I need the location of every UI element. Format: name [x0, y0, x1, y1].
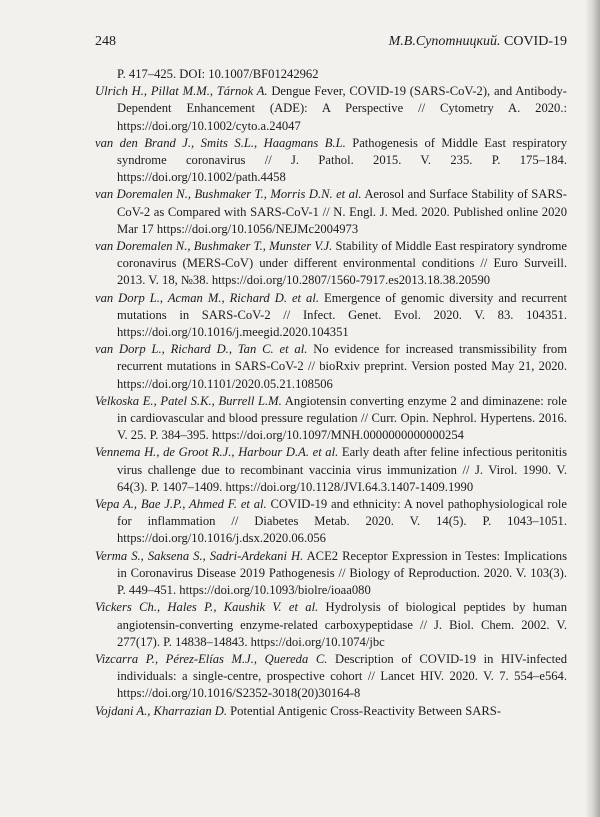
- reference-authors: Vepa A., Bae J.P., Ahmed F. et al.: [95, 497, 267, 512]
- reference-text: Dengue Fever, COVID-19 (SARS-CoV-2), and Antibody-Dependent Enhancement (ADE): A Perspective // Cytometry A. 2020.: https://doi.org/10.1002/cyto.a.24047: [117, 84, 567, 133]
- page-number: 248: [95, 34, 116, 49]
- reference-text: Potential Antigenic Cross-Reactivity Between SARS-: [227, 703, 501, 718]
- reference-text: P. 417–425. DOI: 10.1007/BF01242962: [117, 67, 319, 81]
- reference-authors: Vojdani A., Kharrazian D.: [95, 703, 228, 718]
- running-head-title: COVID-19: [504, 34, 567, 49]
- reference-text: Angiotensin converting enzyme 2 and diminazene: role in cardiovascular and blood pressure regulation // Curr. Opin. Nephrol. Hypertens. 2016. V. 25. P. 384–395. https://doi.org/10.1097/MNH.0000000000000254: [117, 393, 568, 443]
- running-head: [389, 34, 567, 50]
- reference-authors: van Doremalen N., Bushmaker T., Munster V.J.: [95, 239, 333, 254]
- reference-text: Pathogenesis of Middle East respiratory syndrome coronavirus // J. Pathol. 2015. V. 235. P. 175–184. https://doi.org/10.1002/path.4458: [117, 135, 567, 185]
- reference-text: Hydrolysis of biological peptides by human angiotensin-converting enzyme-related carboxypeptidase // J. Biol. Chem. 2002. V. 277(17). P. 14838–14843. https://doi.org/10.1074/jbc: [117, 600, 568, 649]
- reference-authors: van Doremalen N., Bushmaker T., Morris D.N. et al.: [95, 187, 362, 202]
- reference-authors: Vickers Ch., Hales P., Kaushik V. et al.: [95, 600, 319, 615]
- reference-entry: [95, 135, 567, 187]
- reference-entry: [95, 66, 567, 83]
- reference-text: COVID-19 and ethnicity: A novel pathophysiological role for inflammation // Diabetes Metab. 2020. V. 14(5). P. 1043–1051. https://doi.org/10.1016/j.dsx.2020.06.056: [117, 497, 567, 546]
- reference-authors: Vennema H., de Groot R.J., Harbour D.A. et al.: [95, 445, 339, 460]
- reference-authors: van den Brand J., Smits S.L., Haagmans B.L.: [95, 135, 346, 150]
- reference-text: Early death after feline infectious peritonitis virus challenge due to recombinant vaccinia virus immunization // J. Virol. 1990. V. 64(3). P. 1407–1409. https://doi.org/10.1128/JVI.64.3.1407-1409.1990: [117, 445, 567, 494]
- reference-authors: van Dorp L., Acman M., Richard D. et al.: [95, 290, 320, 305]
- reference-entry: [95, 83, 567, 135]
- running-head-author: М.В.Супотницкий.: [388, 34, 501, 49]
- reference-authors: Vizcarra P., Pérez-Elías M.J., Quereda C.: [95, 651, 328, 666]
- reference-text: Stability of Middle East respiratory syndrome coronavirus (MERS-CoV) under different environmental conditions // Euro Surveill. 2013. V. 18, №38. https://doi.org/10.2807/1560-7917.es2013.18.38.20590: [117, 239, 568, 288]
- reference-authors: Ulrich H., Pillat M.M., Tárnok A.: [95, 84, 268, 99]
- reference-entry: [95, 186, 567, 238]
- page-header: [95, 34, 567, 54]
- reference-entry: [95, 444, 567, 496]
- reference-entry: [95, 290, 567, 342]
- reference-text: No evidence for increased transmissibility from recurrent mutations in SARS-CoV-2 // bioRxiv preprint. Version posted May 21, 2020. https://doi.org/10.1101/2020.05.21.108506: [117, 342, 567, 391]
- reference-authors: Velkoska E., Patel S.K., Burrell L.M.: [95, 393, 282, 408]
- reference-list: [95, 66, 567, 720]
- reference-entry: [95, 238, 567, 290]
- reference-entry: [95, 703, 567, 720]
- reference-authors: van Dorp L., Richard D., Tan C. et al.: [95, 342, 308, 357]
- book-gutter-shadow: [586, 0, 600, 817]
- reference-entry: [95, 393, 567, 445]
- reference-text: Aerosol and Surface Stability of SARS-CoV-2 as Compared with SARS-CoV-1 // N. Engl. J. Med. 2020. Published online 2020 Mar 17 https://doi.org/10.1056/NEJMc2004973: [117, 187, 568, 236]
- reference-text: Emergence of genomic diversity and recurrent mutations in SARS-CoV-2 // Infect. Genet. Evol. 2020. V. 83. 104351. https://doi.org/10.1016/j.meegid.2020.104351: [117, 290, 567, 340]
- reference-authors: Verma S., Saksena S., Sadri-Ardekani H.: [95, 548, 304, 563]
- reference-text: ACE2 Receptor Expression in Testes: Implications in Coronavirus Disease 2019 Pathogenesis // Biology of Reproduction. 2020. V. 103(3). P. 449–451. https://doi.org/10.1093/biolre/ioaa080: [117, 548, 567, 598]
- reference-text: Description of COVID-19 in HIV-infected individuals: a single-centre, prospective cohort // Lancet HIV. 2020. V. 7. 554–e564. https://doi.org/10.1016/S2352-3018(20)30164-8: [117, 651, 567, 701]
- reference-entry: [95, 599, 567, 651]
- reference-entry: [95, 496, 567, 548]
- reference-entry: [95, 548, 567, 600]
- reference-entry: [95, 651, 567, 703]
- reference-entry: [95, 341, 567, 393]
